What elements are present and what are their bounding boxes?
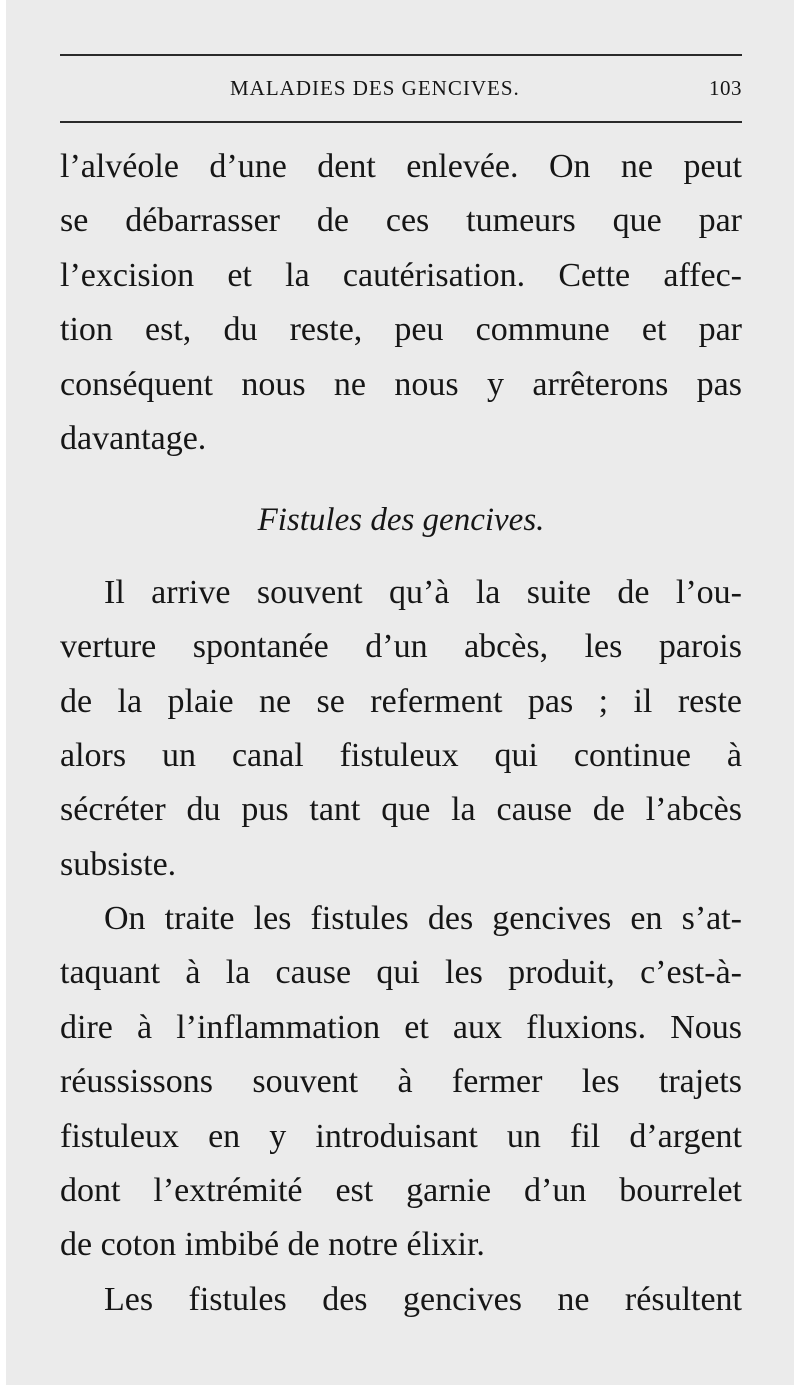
text-line: réussissons souvent à fermer les trajets bbox=[60, 1063, 742, 1101]
text-line: l’excision et la cautérisation. Cette affec- bbox=[60, 256, 742, 294]
text-line: tion est, du reste, peu commune et par bbox=[60, 311, 742, 349]
text-line: alors un canal fistuleux qui continue à bbox=[60, 736, 742, 774]
body-text bbox=[60, 140, 742, 1327]
page-number: 103 bbox=[709, 76, 742, 100]
header-rule-bottom bbox=[60, 121, 742, 123]
paragraph-4 bbox=[60, 1273, 742, 1327]
text-line: de coton imbibé de notre élixir. bbox=[60, 1226, 485, 1264]
header-rule-top bbox=[60, 54, 742, 56]
text-line: Les fistules des gencives ne résultent bbox=[104, 1280, 742, 1318]
text-line: se débarrasser de ces tumeurs que par bbox=[60, 202, 742, 240]
book-page bbox=[6, 0, 794, 1385]
text-line: dire à l’inflammation et aux fluxions. Nous bbox=[60, 1008, 742, 1046]
paragraph-2 bbox=[60, 566, 742, 892]
section-heading: Fistules des gencives. bbox=[257, 502, 545, 539]
paragraph-3 bbox=[60, 892, 742, 1273]
text-line: fistuleux en y introduisant un fil d’argent bbox=[60, 1117, 742, 1155]
paragraph-1 bbox=[60, 140, 742, 466]
text-line: davantage. bbox=[60, 419, 207, 457]
text-line: de la plaie ne se referment pas ; il reste bbox=[60, 682, 742, 720]
running-title: MALADIES DES GENCIVES. bbox=[230, 76, 520, 100]
text-line: subsiste. bbox=[60, 845, 177, 883]
text-line: On traite les fistules des gencives en s’at- bbox=[104, 900, 742, 938]
running-header bbox=[60, 72, 742, 106]
text-line: sécréter du pus tant que la cause de l’abcès bbox=[60, 791, 742, 829]
text-line: verture spontanée d’un abcès, les parois bbox=[60, 628, 742, 666]
text-line: l’alvéole d’une dent enlevée. On ne peut bbox=[60, 148, 742, 185]
text-line: dont l’extrémité est garnie d’un bourrelet bbox=[60, 1172, 742, 1210]
text-line: Il arrive souvent qu’à la suite de l’ou- bbox=[104, 573, 742, 611]
text-line: conséquent nous ne nous y arrêterons pas bbox=[60, 365, 742, 403]
text-line: taquant à la cause qui les produit, c’est-à- bbox=[60, 954, 742, 992]
